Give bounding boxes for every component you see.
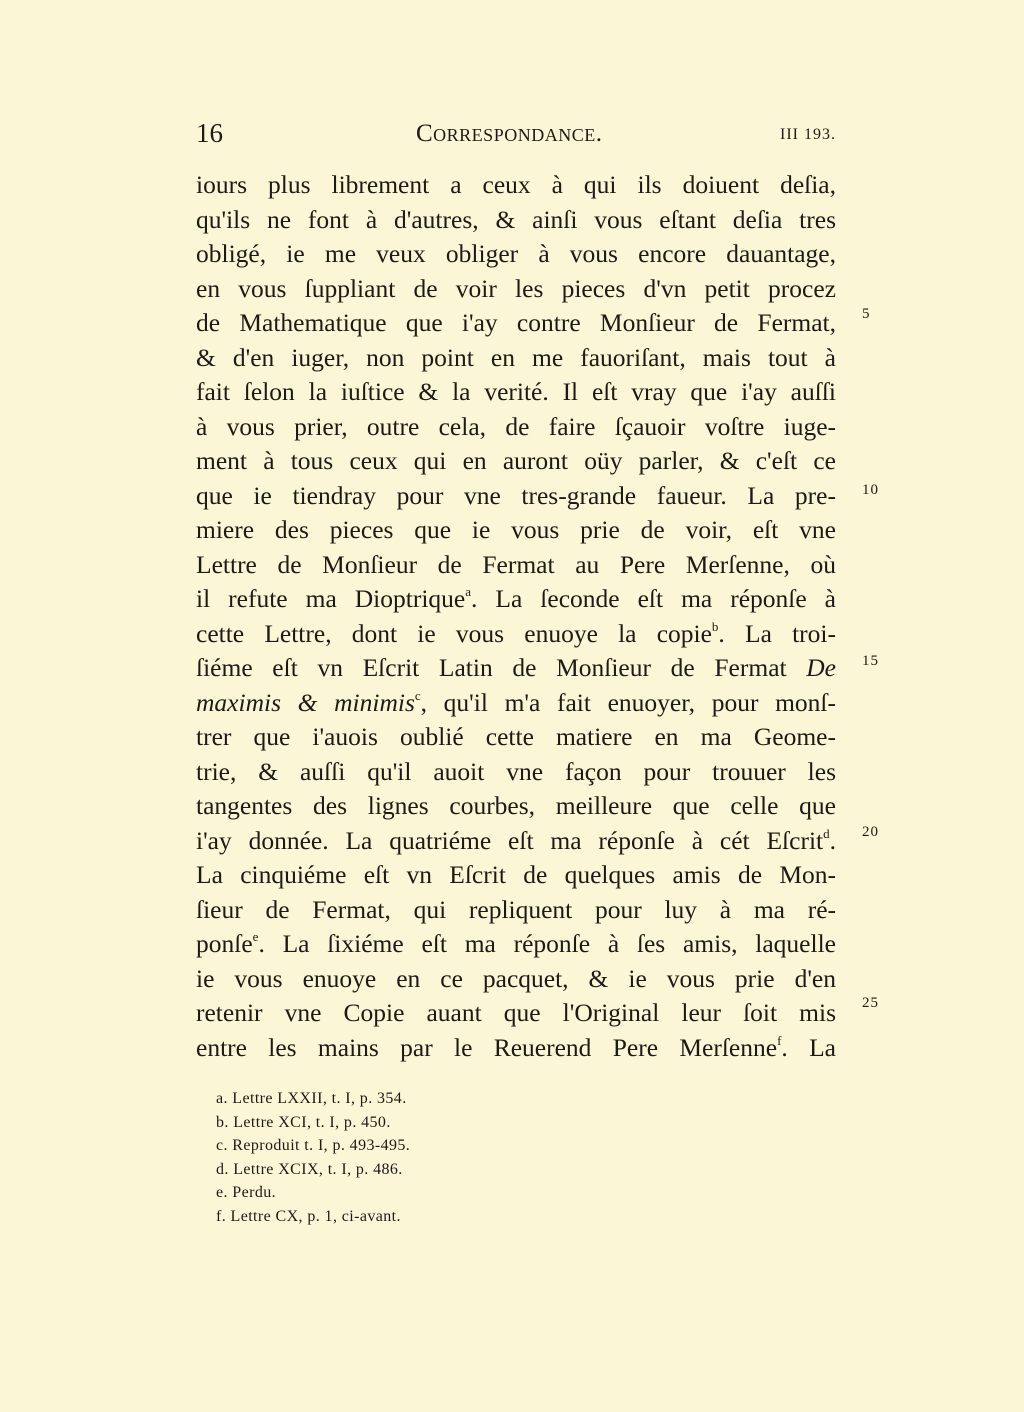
page-number: 16 <box>196 118 223 148</box>
running-title: Correspondance. <box>416 120 603 147</box>
footnote: b. Lettre XCI, t. I, p. 450. <box>216 1113 391 1131</box>
text-line: trie, & auſſi qu'il auoit vne façon pour trouuer les <box>196 756 836 786</box>
footnote: c. Reproduit t. I, p. 493-495. <box>216 1137 411 1154</box>
text-line: de Mathematique que i'ay contre Monſieur de Fermat, <box>196 308 836 337</box>
text-line: La cinquiéme eſt vn Eſcrit de quelques amis de Mon- <box>196 860 836 889</box>
line-number: 15 <box>862 653 879 669</box>
text-line: qu'ils ne font à d'autres, & ainſi vous eſtant deſia tres <box>196 204 836 234</box>
text-line: trer que i'auois oublié cette matiere en ma Geome- <box>196 722 836 751</box>
text-line: en vous ſuppliant de voir les pieces d'vn petit procez <box>196 273 836 303</box>
line-number: 10 <box>862 482 879 498</box>
text-line: ſiéme eſt vn Eſcrit Latin de Monſieur de Fermat De <box>196 653 836 682</box>
italic-title: maximis & minimis <box>196 687 415 717</box>
text-line: Lettre de Monſieur de Fermat au Pere Merſenne, où <box>196 549 836 579</box>
footnote-marker: b <box>711 618 719 634</box>
text-line: cette Lettre, dont ie vous enuoye la copie$^b$. La troi- <box>196 618 836 648</box>
text-line: que ie tiendray pour vne tres-grande faueur. La pre- <box>196 480 836 510</box>
text-line: entre les mains par le Reuerend Pere Merſenne$^f$. La <box>196 1032 836 1062</box>
footnote-marker: a <box>465 584 472 599</box>
footnote: e. Perdu. <box>216 1184 277 1201</box>
text-line: ponſe$^e$. La ſixiéme eſt ma réponſe à ſes amis, laquelle <box>196 929 836 958</box>
footnote-marker: e <box>252 929 259 944</box>
text-line: fait ſelon la iuſtice & la verité. Il eſt vray que i'ay auſſi <box>196 377 836 406</box>
italic-title: De <box>806 653 836 682</box>
text-line: ie vous enuoye en ce pacquet, & ie vous prie d'en <box>196 963 836 993</box>
footnote: f. Lettre CX, p. 1, ci-avant. <box>216 1207 401 1225</box>
text-line: miere des pieces que ie vous prie de voir, eſt vne <box>196 515 836 544</box>
text-line: à vous prier, outre cela, de faire ſçauoir voſtre iuge- <box>196 411 836 441</box>
text-line: tangentes des lignes courbes, meilleure que celle que <box>196 791 836 820</box>
line-number: 5 <box>862 306 871 322</box>
text-line: il refute ma Dioptrique$^a$. La ſeconde eſt ma réponſe à <box>196 584 836 613</box>
footnote-marker: f <box>777 1032 782 1048</box>
footnote: a. Lettre LXXII, t. I, p. 354. <box>216 1090 407 1107</box>
text-line: ment à tous ceux qui en auront oüy parler, & c'eſt ce <box>196 446 836 475</box>
page-header <box>196 118 836 154</box>
footnote: d. Lettre XCIX, t. I, p. 486. <box>216 1160 403 1178</box>
line-number: 20 <box>862 824 879 840</box>
section-reference: III 193. <box>780 126 836 143</box>
text-line: obligé, ie me veux obliger à vous encore dauantage, <box>196 239 836 268</box>
footnote-marker: d <box>823 825 830 841</box>
text-line: maximis & minimis$^c$, qu'il m'a fait enuoyer, pour monſ- <box>196 687 836 717</box>
footnote-marker: c <box>414 687 421 703</box>
text-line: & d'en iuger, non point en me fauoriſant, mais tout à <box>196 342 836 372</box>
text-line: iours plus librement a ceux à qui ils doiuent deſia, <box>196 170 836 199</box>
line-number: 25 <box>862 995 879 1011</box>
text-line: ſieur de Fermat, qui repliquent pour luy à ma ré- <box>196 894 836 924</box>
text-line: retenir vne Copie auant que l'Original leur ſoit mis <box>196 998 836 1027</box>
text-line: i'ay donnée. La quatriéme eſt ma réponſe à cét Eſcrit$^d$. <box>196 825 836 855</box>
